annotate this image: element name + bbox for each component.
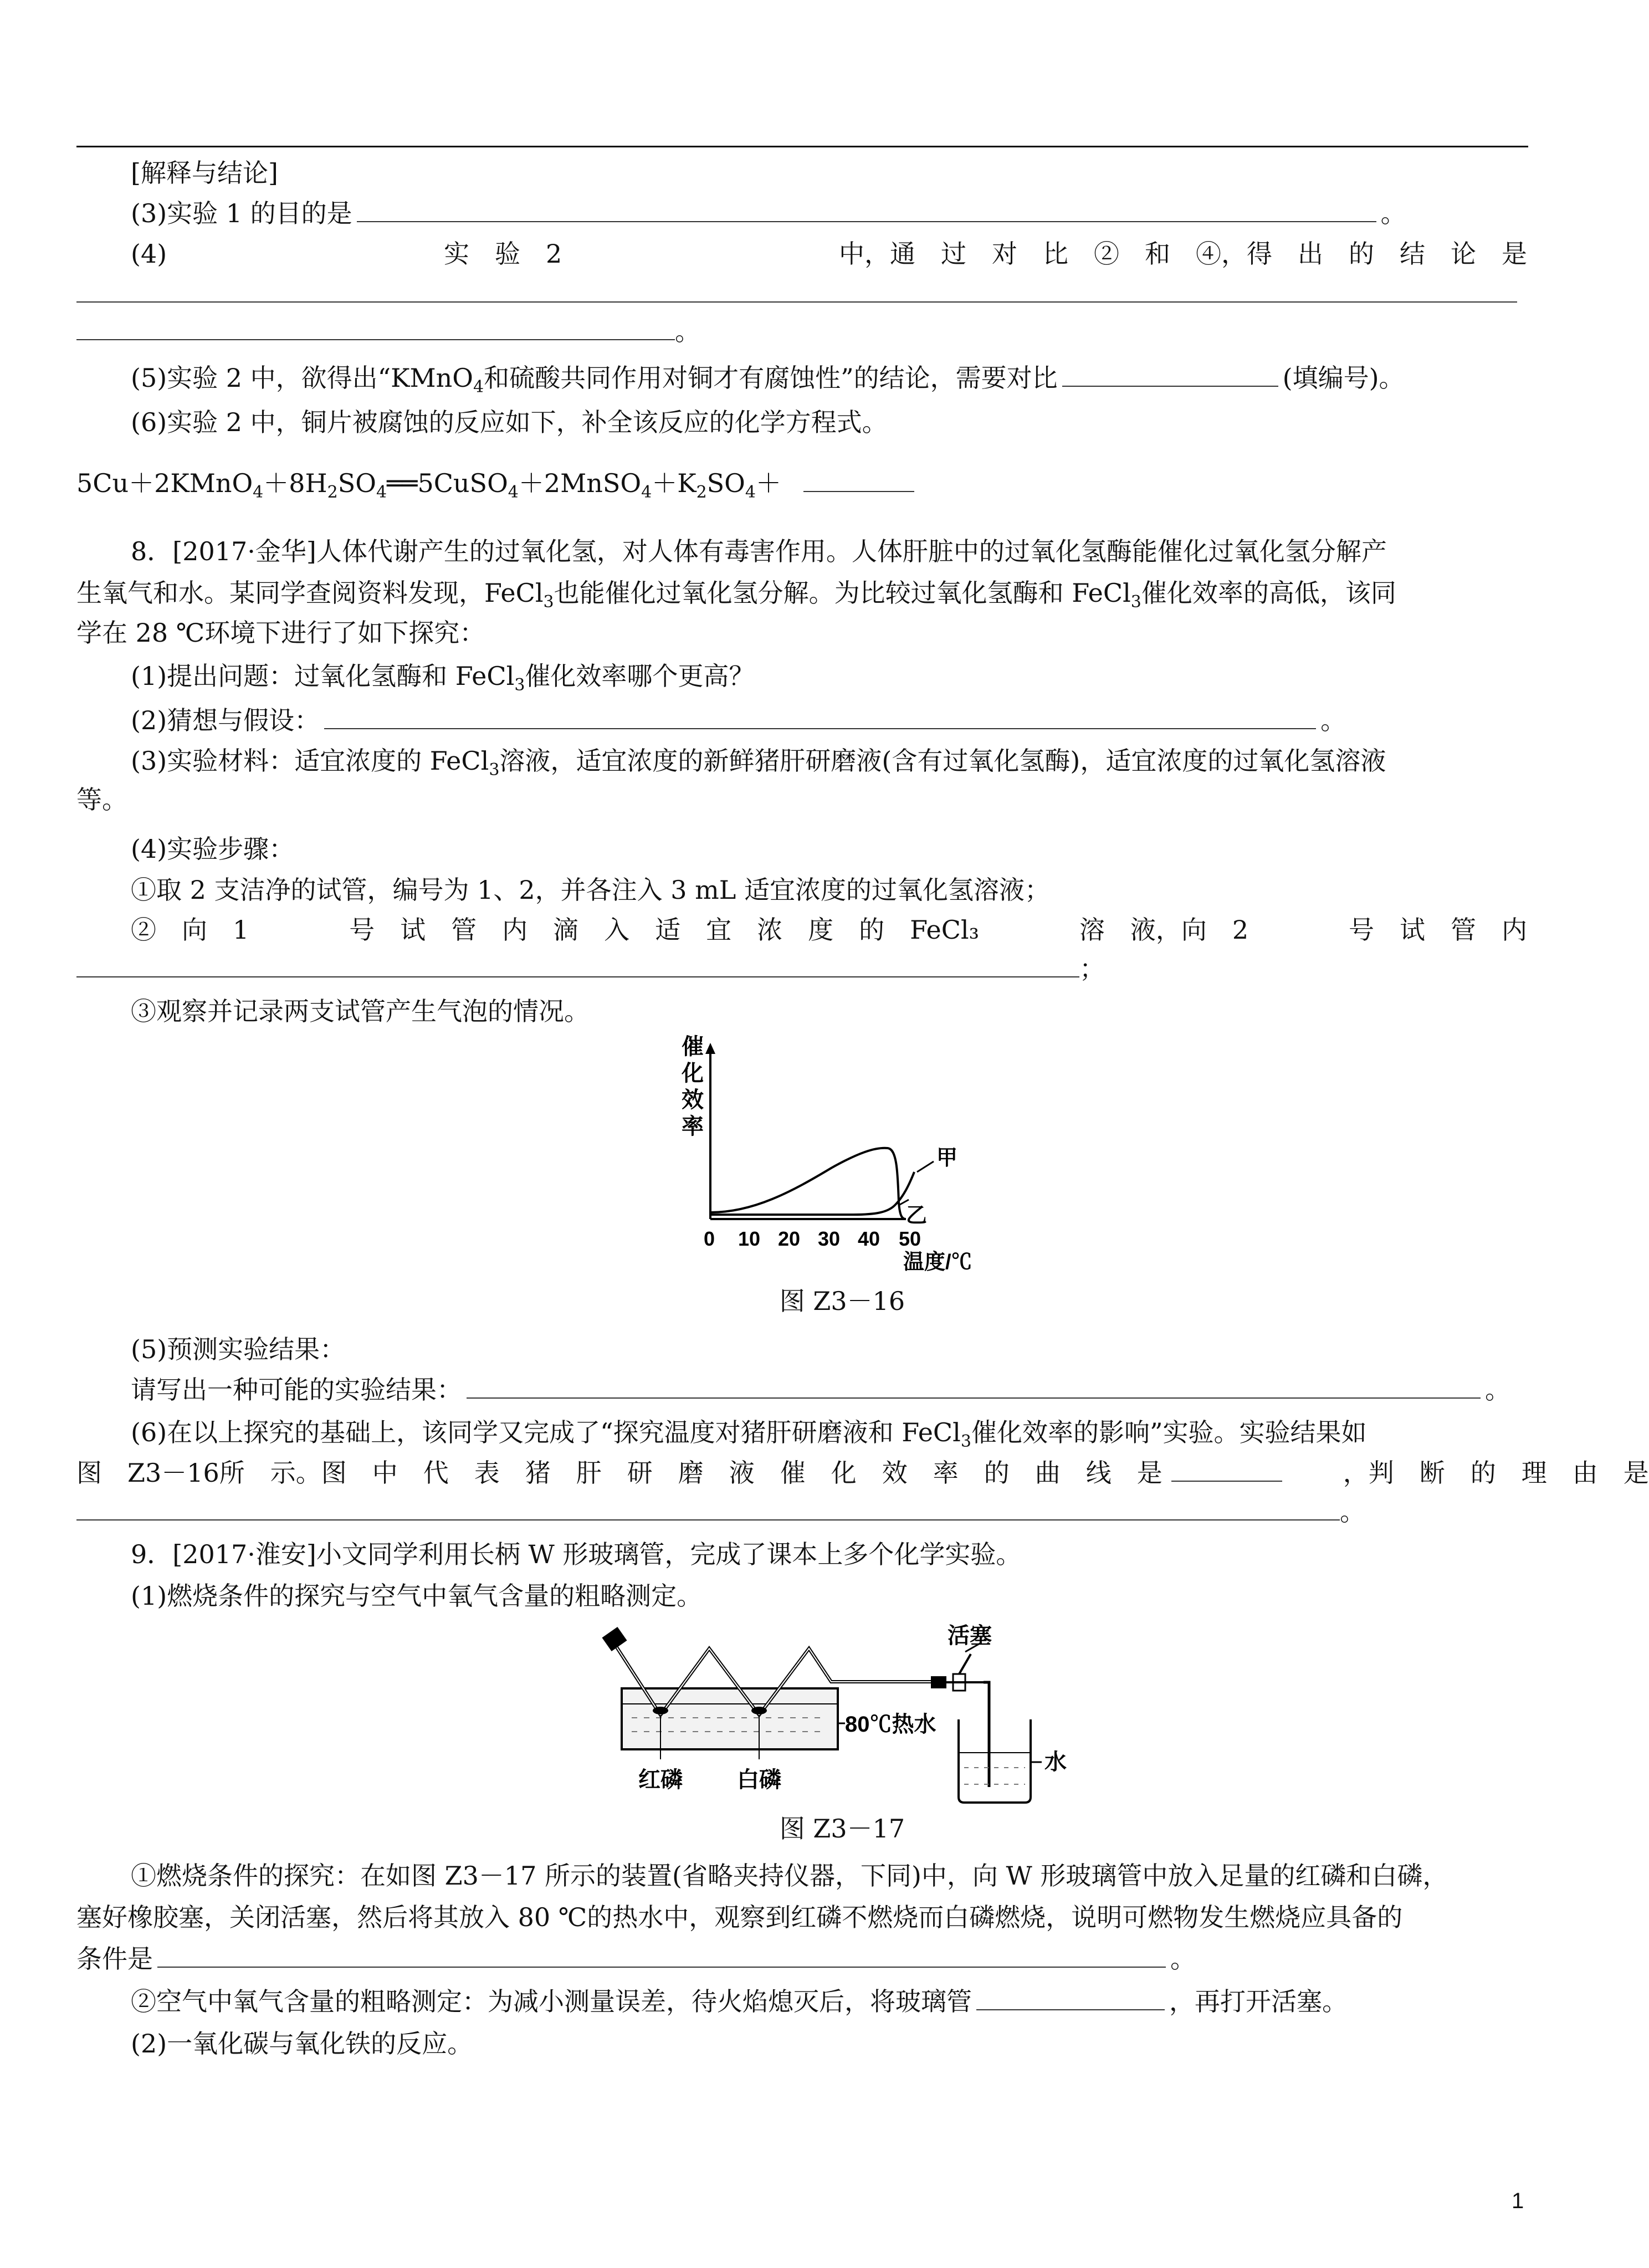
q7-line-6: (6)实验 2 中，铜片被腐蚀的反应如下，补全该反应的化学方程式。: [131, 407, 888, 437]
eq-part: ＋2MnSO: [518, 468, 642, 498]
q8-6-b: －16: [161, 1458, 219, 1488]
x-tick: 30: [818, 1227, 841, 1250]
section-header: [解释与结论]: [131, 158, 278, 188]
figure-caption-z3-16: 图 Z3－16: [779, 1286, 905, 1316]
q9-condition-3: [76, 1942, 1528, 1975]
q8-intro-text: 也能催化过氧化氢分解。为比较过氧化氢酶和 FeCl: [554, 578, 1131, 608]
q8-6-text: (6)在以上探究的基础上，该同学又完成了“探究温度对猪肝研磨液和 FeCl: [131, 1417, 961, 1447]
q8-step-6-cont: [76, 1456, 1649, 1489]
leader-line: [917, 1161, 934, 1172]
curve-label-yi: 乙: [906, 1204, 928, 1227]
tube-connector: [931, 1676, 946, 1688]
page-number: 1: [1512, 2189, 1524, 2213]
q8-intro-text: 生氧气和水。某同学查阅资料发现，FeCl: [76, 578, 544, 608]
x-tick: 40: [858, 1227, 880, 1250]
q8-1-text: (1)提出问题：过氧化氢酶和 FeCl: [131, 661, 515, 691]
answer-blank-q8-5[interactable]: [467, 1373, 1481, 1399]
period: 。: [1380, 198, 1406, 228]
q9-c3-text: 条件是: [76, 1944, 153, 1974]
q8-substep-3: ③观察并记录两支试管产生气泡的情况。: [131, 996, 590, 1026]
q9-c4-text: ②空气中氧气含量的粗略测定：为减小测量误差，待火焰熄灭后，将玻璃管: [131, 1987, 972, 2016]
answer-blank-q8-6b[interactable]: [76, 1495, 1340, 1520]
label-red-phosphorus: 红磷: [638, 1768, 683, 1792]
subscript: 4: [641, 483, 652, 503]
q7-3-text: (3)实验 1 的目的是: [131, 198, 352, 228]
answer-blank-q8-2[interactable]: [324, 704, 1316, 729]
q8-5-text: 请写出一种可能的实验结果：: [131, 1375, 462, 1405]
q8-intro-text: 催化效率的高低，该同: [1141, 578, 1396, 608]
period: 。: [1485, 1375, 1510, 1405]
label-hot-water: 80℃热水: [845, 1712, 936, 1737]
figure-caption-z3-17: 图 Z3－17: [779, 1814, 905, 1844]
curve-enzyme: [710, 1148, 906, 1219]
q9-intro: 9．[2017·淮安]小文同学利用长柄 W 形玻璃管，完成了课本上多个化学实验。: [131, 1539, 1022, 1569]
q8-1-text: 催化效率哪个更高？: [525, 661, 755, 691]
eq-part: SO: [706, 468, 745, 498]
figure-z3-16: [670, 1036, 1025, 1280]
eq-part: ＋K: [652, 468, 697, 498]
eq-part: 5Cu＋2KMnO: [76, 468, 253, 498]
answer-blank-q7-4a[interactable]: [76, 277, 1517, 303]
q9-condition-2: 塞好橡胶塞，关闭活塞，然后将其放入 80 ℃的热水中，观察到红磷不燃烧而白磷燃烧，说明可燃物发生燃烧应具备的: [76, 1902, 1403, 1932]
answer-blank-q9-2[interactable]: [976, 1985, 1165, 2010]
rubber-stopper: [602, 1627, 627, 1651]
q8-sub2-a: ② 向 1: [131, 915, 249, 945]
red-phosphorus: [653, 1707, 668, 1714]
header-rule: [76, 146, 1528, 147]
subscript: 4: [253, 483, 264, 503]
q8-step-2: [131, 704, 1527, 737]
q8-6-c: 所 示。图 中 代 表 猪 肝 研 磨 液 催 化 效 率 的 曲 线 是: [219, 1458, 1163, 1488]
valve-handle[interactable]: [959, 1654, 971, 1674]
q8-step-3: [131, 744, 1527, 780]
answer-blank-q8-6a[interactable]: [1171, 1456, 1282, 1482]
curve-label-jia: 甲: [936, 1146, 958, 1170]
q8-6-a: 图 Z3: [76, 1458, 162, 1488]
q9-c4-end: ，再打开活塞。: [1169, 1987, 1348, 2016]
q7-4-text-a: 实 验 2: [443, 239, 562, 269]
q8-step-6: [131, 1416, 1527, 1452]
q8-intro-2: [76, 576, 1528, 610]
water-trough: [622, 1688, 838, 1749]
q8-step-3-cont: 等。: [76, 785, 127, 815]
q8-intro-1: 8．[2017·金华]人体代谢产生的过氧化氢，对人体有毒害作用。人体肝脏中的过氧化氢酶能催化过氧化氢分解产: [131, 536, 1387, 566]
q8-sub2-c: 溶 液，向 2: [1079, 915, 1249, 945]
y-axis-arrow: [705, 1043, 715, 1054]
figure-z3-17: [598, 1626, 1108, 1809]
subscript: 2: [696, 483, 707, 503]
q7-5-text-mid: 和硫酸共同作用对铜才有腐蚀性”的结论，需要对比: [484, 363, 1058, 393]
q9-part-2: (2)一氧化碳与氧化铁的反应。: [131, 2029, 473, 2059]
q8-intro-3: 学在 28 ℃环境下进行了如下探究：: [76, 618, 485, 648]
q8-6-d: ，判 断 的 理 由 是: [1343, 1458, 1649, 1488]
q8-sub2-b: 号 试 管 内 滴 入 适 宜 浓 度 的 FeCl₃: [349, 915, 980, 945]
q8-6-c-group: [219, 1456, 1343, 1489]
x-tick: 50: [899, 1227, 921, 1250]
q8-substep-2: [131, 913, 1527, 946]
eq-part: ══5CuSO: [387, 468, 508, 498]
label-valve: 活塞: [948, 1624, 992, 1648]
x-tick: 20: [778, 1227, 801, 1250]
subscript: 3: [514, 675, 525, 695]
subscript: 2: [327, 483, 338, 503]
answer-line: [76, 277, 1528, 310]
subscript: 3: [960, 1432, 971, 1452]
eq-part: SO: [337, 468, 376, 498]
white-phosphorus: [751, 1707, 767, 1714]
subscript: 4: [376, 483, 387, 503]
subscript: 4: [473, 377, 484, 397]
label-white-phosphorus: 白磷: [737, 1768, 781, 1792]
q7-line-5: [131, 361, 1527, 395]
q7-line-3: [131, 197, 1527, 230]
subscript: 4: [745, 483, 756, 503]
q7-line-4: [131, 237, 1527, 270]
eq-part: ＋: [755, 468, 781, 498]
subscript: 3: [1130, 592, 1141, 612]
q8-step-4: (4)实验步骤：: [131, 834, 295, 864]
y-label-char: 率: [682, 1114, 704, 1139]
answer-blank-q7-4b[interactable]: [76, 315, 675, 340]
y-label-char: 化: [682, 1061, 704, 1086]
subscript: 3: [543, 592, 554, 612]
q9-part-1: (1)燃烧条件的探究与空气中氧气含量的粗略测定。: [131, 1581, 703, 1611]
answer-line: [76, 952, 1528, 985]
answer-blank-q9-1[interactable]: [157, 1942, 1166, 1968]
y-label-char: 效: [682, 1088, 704, 1112]
x-tick: 0: [704, 1227, 715, 1250]
answer-blank-equation[interactable]: [803, 467, 914, 492]
q9-condition-1: ①燃烧条件的探究：在如图 Z3－17 所示的装置(省略夹持仪器，下同)中，向 W 形玻璃管中放入足量的红磷和白磷，: [131, 1861, 1448, 1891]
q7-4-label: (4): [131, 239, 167, 269]
q8-6-text: 催化效率的影响”实验。实验结果如: [971, 1417, 1367, 1447]
subscript: 3: [489, 760, 500, 780]
period: 。: [1320, 705, 1346, 735]
semicolon: ；: [1079, 954, 1105, 984]
q8-step-5: (5)预测实验结果：: [131, 1334, 346, 1364]
q8-3-text: (3)实验材料：适宜浓度的 FeCl: [131, 746, 489, 776]
q8-step-1: [131, 659, 1527, 693]
q7-4-text-b: 中，通 过 对 比 ② 和 ④，得 出 的 结 论 是: [838, 239, 1527, 269]
label-water: 水: [1044, 1750, 1067, 1774]
period: 。: [675, 316, 700, 346]
q8-step-5-prompt: [131, 1373, 1527, 1406]
answer-blank-q8-sub2[interactable]: [76, 952, 1079, 977]
eq-part: ＋8H: [263, 468, 327, 498]
subscript: 4: [508, 483, 519, 503]
period: 。: [1340, 1497, 1365, 1527]
chemical-equation: [76, 467, 1528, 503]
q8-3-text: 溶液，适宜浓度的新鲜猪肝研磨液(含有过氧化氢酶)，适宜浓度的过氧化氢溶液: [499, 746, 1386, 776]
q9-oxygen-measure: [131, 1985, 1527, 2018]
beaker: [959, 1719, 1031, 1803]
answer-line: [76, 315, 1528, 348]
q8-2-text: (2)猜想与假设：: [131, 705, 320, 735]
answer-line: [76, 1495, 1528, 1528]
answer-blank-q7-3[interactable]: [357, 197, 1376, 222]
x-tick: 10: [738, 1227, 761, 1250]
q8-substep-1: ①取 2 支洁净的试管，编号为 1、2，并各注入 3 mL 适宜浓度的过氧化氢溶液；: [131, 875, 1050, 905]
x-axis-label: 温度/℃: [903, 1251, 972, 1274]
q7-5-text: (5)实验 2 中，欲得出“KMnO: [131, 363, 473, 393]
answer-blank-q7-5[interactable]: [1062, 361, 1278, 387]
period: 。: [1170, 1944, 1196, 1974]
y-label-char: 催: [682, 1035, 704, 1059]
q8-sub2-d: 号 试 管 内: [1348, 915, 1527, 945]
delivery-tube: [984, 1682, 989, 1787]
q7-5-suffix: (填编号)。: [1282, 363, 1405, 393]
